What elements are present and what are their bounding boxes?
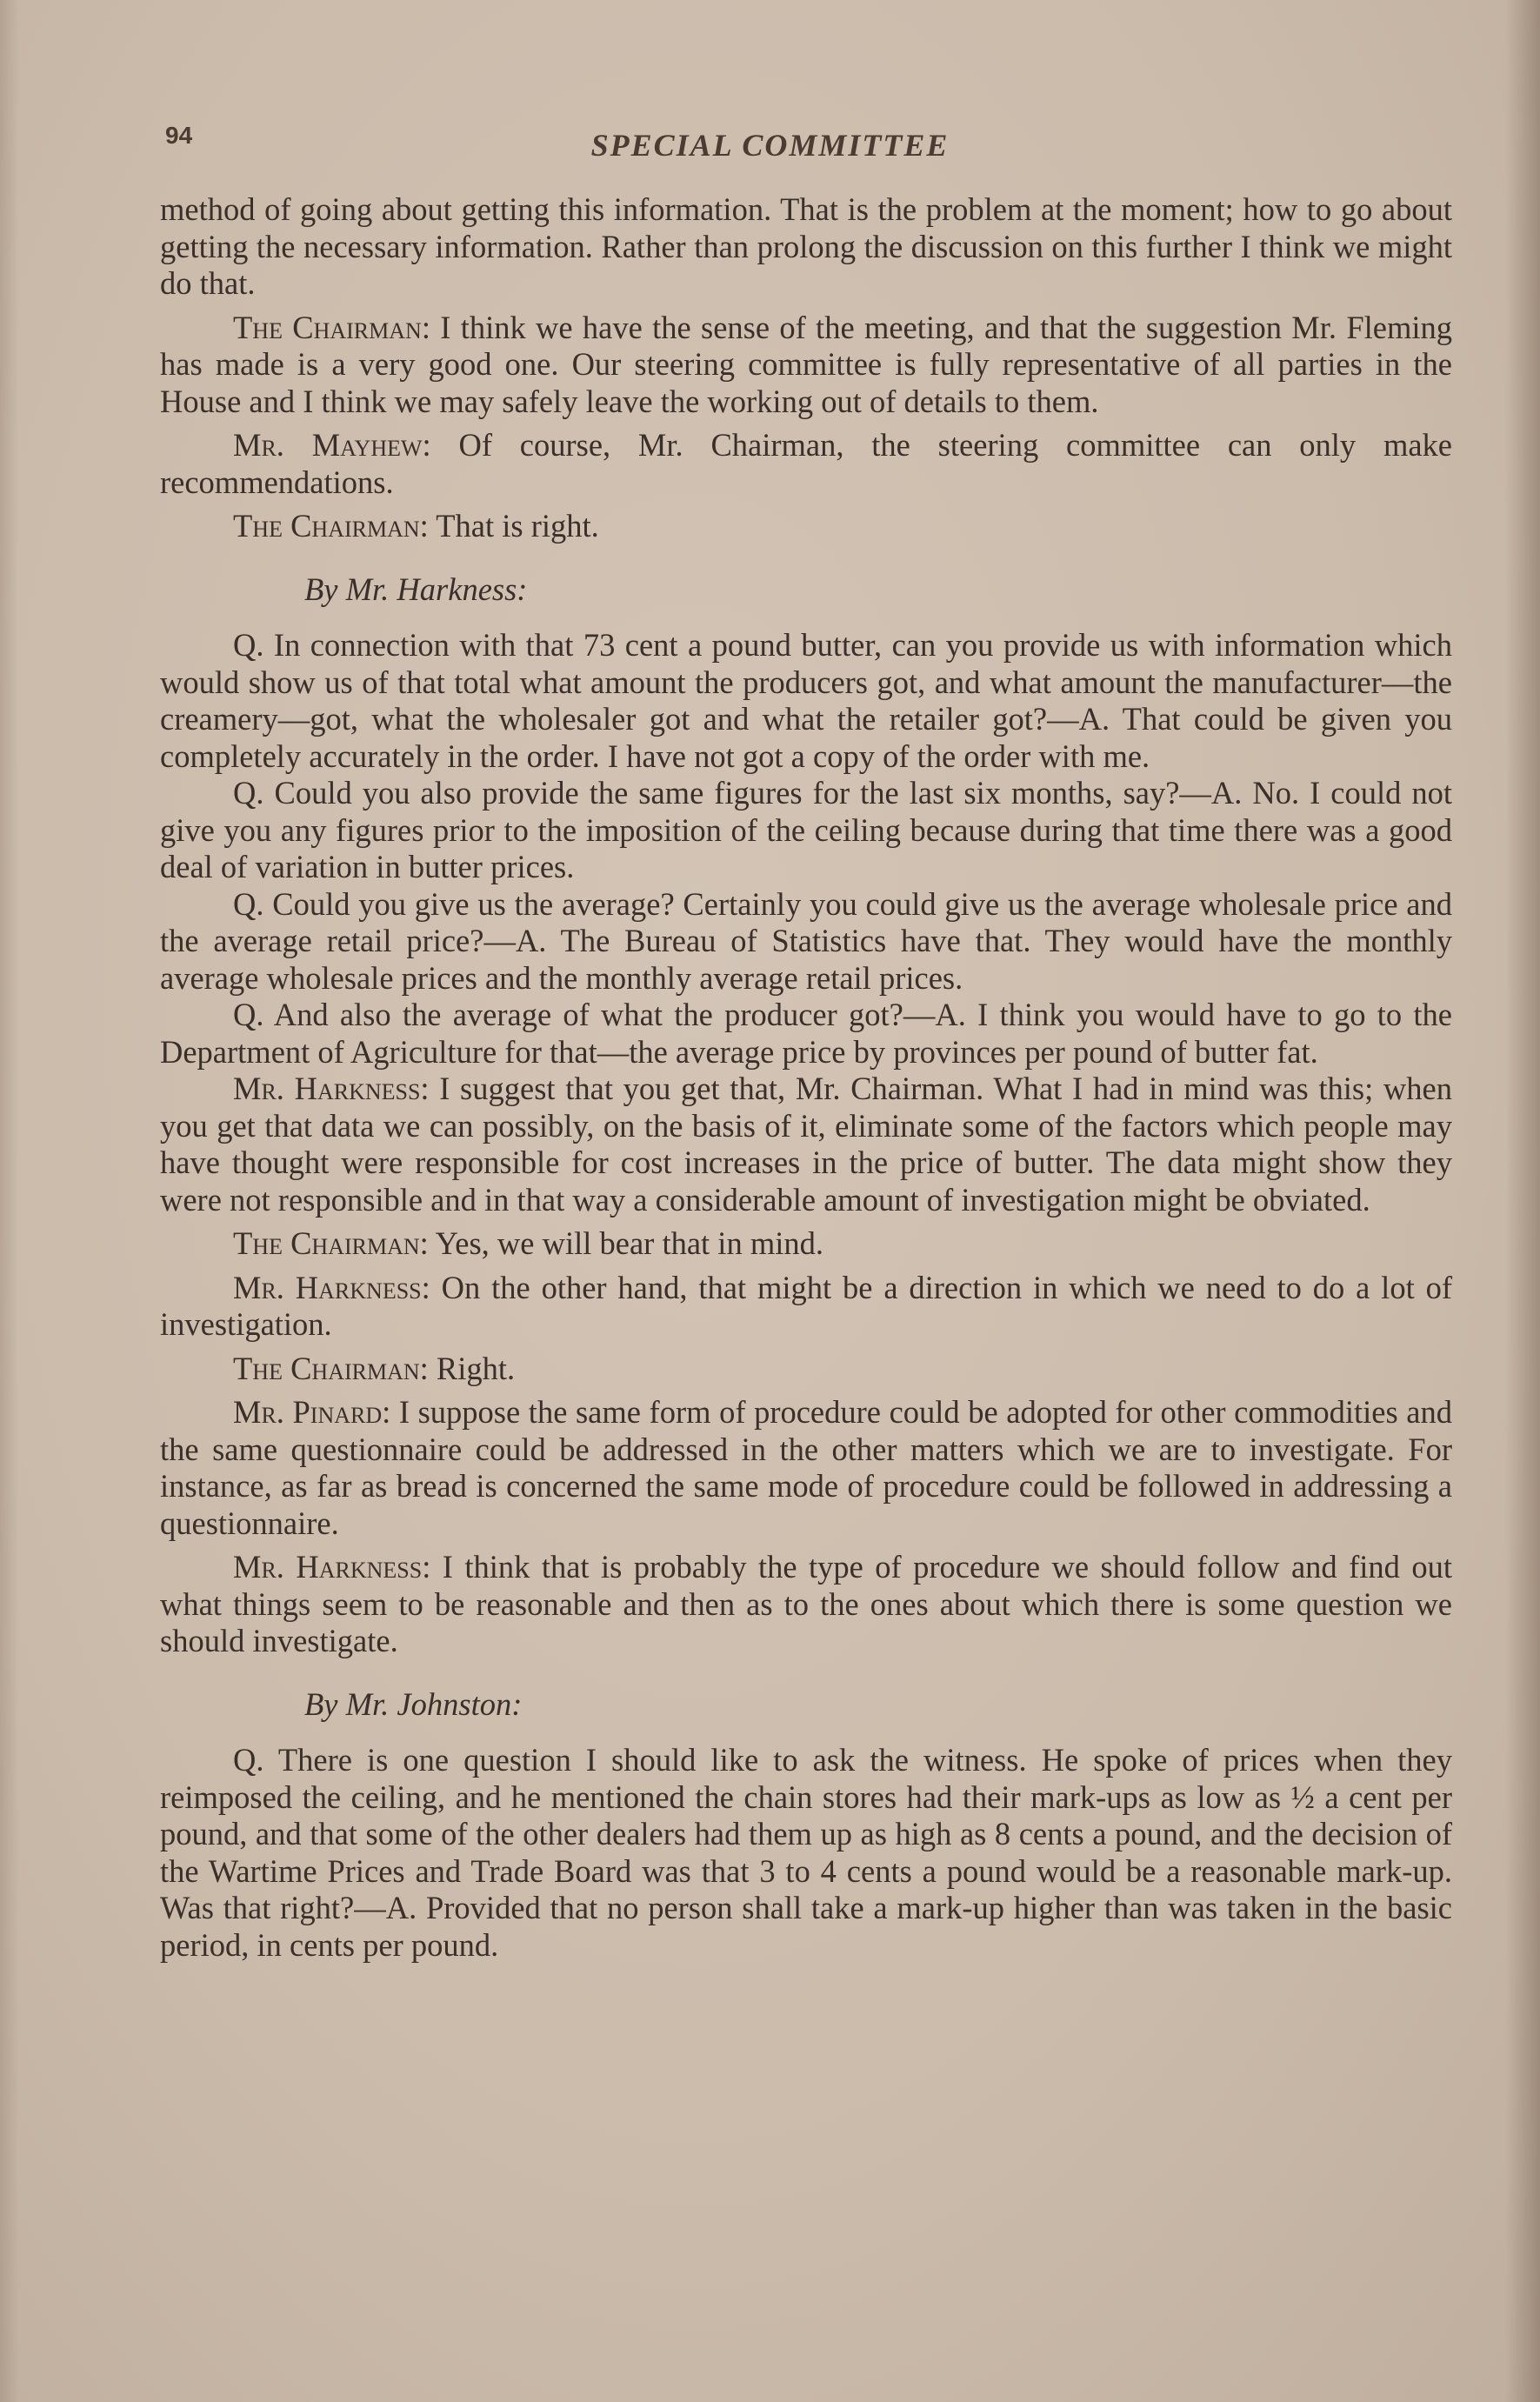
speaker-name: The Chairman:: [233, 508, 429, 544]
speech-paragraph: [160, 1394, 1452, 1542]
speech-paragraph: [160, 1549, 1452, 1660]
paragraph-text: I think we have the sense of the meeting, and that the suggestion Mr. Fleming has made is a very good one. Our steering committee is fully representative of all parties in the House and I think we may safely leave the working out of details to them.: [160, 309, 1452, 419]
question-answer-paragraph: [160, 1742, 1452, 1964]
examiner-heading: By Mr. Harkness:: [304, 570, 528, 607]
speech-paragraph: [160, 310, 1452, 421]
speaker-name: The Chairman:: [233, 1350, 429, 1386]
paragraph-text: On the other hand, that might be a direction in which we need to do a lot of investigation.: [160, 1269, 1452, 1342]
page-edge-shadow-right: [1505, 0, 1540, 2402]
speech-paragraph: [160, 1071, 1452, 1218]
paragraph-text: Q. And also the average of what the producer got?—A. I think you would have to go to the Department of Agriculture for that—the average price by provinces per pound of butter fat.: [160, 997, 1452, 1070]
paragraph-text: Q. Could you give us the average? Certainly you could give us the average wholesale price and the average retail price?—A. The Bureau of Statistics have that. They would have the monthly average wholesale prices and the monthly average retail prices.: [160, 885, 1452, 996]
paragraph-text: I think that is probably the type of procedure we should follow and find out what things seem to be reasonable and then as to the ones about which there is some question we should investigate.: [160, 1549, 1452, 1658]
speaker-name: Mr. Pinard:: [233, 1394, 391, 1430]
speaker-name: Mr. Harkness:: [233, 1071, 430, 1106]
paragraph-text: I suggest that you get that, Mr. Chairman. What I had in mind was this; when you get that data we can possibly, on the basis of it, eliminate some of the factors which people may have thought were responsible for cost increases in the price of butter. The data might show they were not responsible and in that way a considerable amount of investigation might be obviated.: [160, 1071, 1452, 1218]
speaker-name: Mr. Mayhew:: [233, 427, 431, 463]
question-answer-paragraph: [160, 775, 1452, 886]
question-answer-paragraph: [160, 627, 1452, 775]
speech-paragraph: [160, 508, 1452, 545]
examiner-heading: By Mr. Johnston:: [304, 1685, 523, 1722]
paragraph-text: I suppose the same form of procedure could be adopted for other commodities and the same questionnaire could be addressed in the other matters which we are to investigate. For instance, as far as bread is concerned the same mode of procedure could be followed in addressing a questionnaire.: [160, 1394, 1452, 1541]
speaker-name: Mr. Harkness:: [233, 1269, 430, 1305]
speaker-name: The Chairman:: [233, 1225, 429, 1261]
paragraph-text: Right.: [428, 1350, 516, 1386]
page-body: [160, 191, 1452, 1964]
page-number: 94: [165, 122, 193, 149]
speech-paragraph: [160, 1225, 1452, 1263]
speech-paragraph: [160, 427, 1452, 501]
paragraph-text: Of course, Mr. Chairman, the steering committee can only make recommendations.: [160, 427, 1452, 500]
paragraph-text: That is right.: [428, 508, 599, 544]
question-answer-paragraph: [160, 997, 1452, 1071]
question-answer-paragraph: [160, 886, 1452, 997]
paragraph-text: method of going about getting this information. That is the problem at the moment; how to go about getting the necessary information. Rather than prolong the discussion on this further I think we might do that.: [160, 191, 1452, 301]
paragraph-text: Q. Could you also provide the same figures for the last six months, say?—A. No. I could not give you any figures prior to the imposition of the ceiling because during that time there was a good deal of variation in butter prices.: [160, 775, 1452, 884]
paragraph-text: Q. In connection with that 73 cent a pound butter, can you provide us with information which would show us of that total what amount the producers got, and what amount the manufacturer—the creamery—got, what the wholesaler got and what the retailer got?—A. That could be given you completely accurately in the order. I have not got a copy of the order with me.: [160, 627, 1452, 774]
speech-paragraph: [160, 1270, 1452, 1344]
speaker-name: Mr. Harkness:: [233, 1549, 431, 1585]
speaker-name: The Chairman:: [233, 309, 430, 345]
page-edge-shadow-left: [0, 0, 19, 2402]
paragraph-text: Q. There is one question I should like to ask the witness. He spoke of prices when they reimposed the ceiling, and he mentioned the chain stores had their mark-ups as low as ½ a cent per pound, and that some of the other dealers had them up as high as 8 cents a pound, and the decision of the Wartime Prices and Trade Board was that 3 to 4 cents a pound would be a reasonable mark-up. Was that right?—A. Provided that no person shall take a mark-up higher than was taken in the basic period, in cents per pound.: [160, 1742, 1452, 1963]
running-head: SPECIAL COMMITTEE: [590, 128, 950, 163]
paragraph-text: Yes, we will bear that in mind.: [428, 1225, 823, 1261]
continuation-paragraph: [160, 191, 1452, 303]
speech-paragraph: [160, 1351, 1452, 1388]
